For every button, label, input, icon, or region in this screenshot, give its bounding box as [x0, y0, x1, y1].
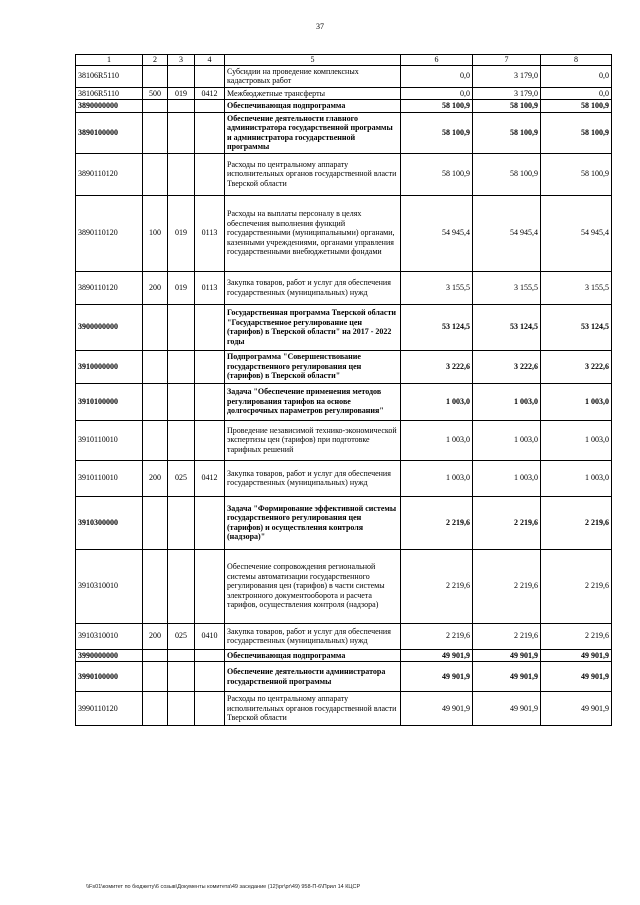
amount-2020-cell: 49 901,9: [401, 662, 473, 692]
expense-type-cell: [143, 662, 168, 692]
table-row: [76, 304, 612, 350]
section-cell: [168, 153, 195, 195]
amount-2022-cell: 54 945,4: [541, 195, 612, 271]
section-cell: [168, 692, 195, 726]
amount-2021-cell: 49 901,9: [473, 662, 541, 692]
section-cell: 019: [168, 87, 195, 100]
section-cell: [168, 100, 195, 113]
amount-2021-cell: 3 222,6: [473, 350, 541, 383]
table-row: [76, 65, 612, 87]
subsection-cell: [195, 649, 225, 662]
table-row: [76, 549, 612, 623]
code-cell: 38106R5110: [76, 87, 143, 100]
expense-type-cell: [143, 692, 168, 726]
budget-table: [75, 54, 612, 726]
description-cell: Расходы на выплаты персоналу в целях обеспечения выполнения функций государственными (муниципальными) органами, казенными учреждениями, органами управления государственными внебюджетными фондами: [225, 195, 401, 271]
amount-2020-cell: 58 100,9: [401, 112, 473, 153]
subsection-cell: [195, 304, 225, 350]
expense-type-cell: [143, 383, 168, 420]
code-cell: 3910110010: [76, 420, 143, 460]
description-cell: Обеспечение деятельности администратора государственной программы: [225, 662, 401, 692]
amount-2020-cell: 2 219,6: [401, 623, 473, 649]
header-cell: 5: [225, 55, 401, 66]
code-cell: 3890110120: [76, 271, 143, 304]
expense-type-cell: [143, 153, 168, 195]
table-row: [76, 271, 612, 304]
description-cell: Закупка товаров, работ и услуг для обеспечения государственных (муниципальных) нужд: [225, 623, 401, 649]
expense-type-cell: 500: [143, 87, 168, 100]
amount-2022-cell: 0,0: [541, 65, 612, 87]
code-cell: 3990100000: [76, 662, 143, 692]
table-row: [76, 496, 612, 549]
description-cell: Проведение независимой технико-экономической экспертизы цен (тарифов) при подготовке тарифных решений: [225, 420, 401, 460]
header-cell: 3: [168, 55, 195, 66]
header-cell: 4: [195, 55, 225, 66]
subsection-cell: [195, 662, 225, 692]
amount-2020-cell: 58 100,9: [401, 100, 473, 113]
description-cell: Межбюджетные трансферты: [225, 87, 401, 100]
header-cell: 7: [473, 55, 541, 66]
amount-2021-cell: 54 945,4: [473, 195, 541, 271]
amount-2021-cell: 2 219,6: [473, 623, 541, 649]
table-row: [76, 692, 612, 726]
expense-type-cell: [143, 549, 168, 623]
table-row: [76, 420, 612, 460]
amount-2020-cell: 2 219,6: [401, 549, 473, 623]
amount-2021-cell: 3 155,5: [473, 271, 541, 304]
amount-2022-cell: 1 003,0: [541, 383, 612, 420]
subsection-cell: 0412: [195, 87, 225, 100]
table-row: [76, 350, 612, 383]
amount-2022-cell: 2 219,6: [541, 549, 612, 623]
subsection-cell: [195, 112, 225, 153]
description-cell: Расходы по центральному аппарату исполнительных органов государственной власти Тверской области: [225, 692, 401, 726]
amount-2022-cell: 0,0: [541, 87, 612, 100]
amount-2021-cell: 58 100,9: [473, 112, 541, 153]
subsection-cell: [195, 549, 225, 623]
amount-2022-cell: 58 100,9: [541, 112, 612, 153]
amount-2021-cell: 1 003,0: [473, 420, 541, 460]
amount-2020-cell: 1 003,0: [401, 420, 473, 460]
subsection-cell: 0410: [195, 623, 225, 649]
amount-2021-cell: 58 100,9: [473, 100, 541, 113]
code-cell: 3910310010: [76, 623, 143, 649]
description-cell: Обеспечение сопровождения региональной системы автоматизации государственного регулирования цен (тарифов) в части системы электронного документооборота и расчета тарифов, осуществления контроля (надзора): [225, 549, 401, 623]
page-number: 37: [316, 22, 324, 31]
amount-2021-cell: 49 901,9: [473, 692, 541, 726]
code-cell: 3890100000: [76, 112, 143, 153]
subsection-cell: [195, 692, 225, 726]
amount-2020-cell: 49 901,9: [401, 692, 473, 726]
expense-type-cell: [143, 100, 168, 113]
table-row: [76, 112, 612, 153]
expense-type-cell: [143, 496, 168, 549]
amount-2020-cell: 0,0: [401, 87, 473, 100]
subsection-cell: [195, 350, 225, 383]
table-row: [76, 460, 612, 496]
amount-2020-cell: 1 003,0: [401, 460, 473, 496]
section-cell: [168, 662, 195, 692]
amount-2020-cell: 0,0: [401, 65, 473, 87]
description-cell: Закупка товаров, работ и услуг для обеспечения государственных (муниципальных) нужд: [225, 460, 401, 496]
description-cell: Обеспечивающая подпрограмма: [225, 649, 401, 662]
expense-type-cell: [143, 649, 168, 662]
table-row: [76, 87, 612, 100]
expense-type-cell: [143, 65, 168, 87]
amount-2022-cell: 1 003,0: [541, 460, 612, 496]
file-path-footer: \\Fs01\комитет по бюджету\6 созыв\Документы комитета\49 заседание (12)\pr\pr\49) 958-П-6\Прил 14 КЦСР: [86, 884, 361, 890]
code-cell: 3910100000: [76, 383, 143, 420]
header-cell: 6: [401, 55, 473, 66]
section-cell: 019: [168, 195, 195, 271]
expense-type-cell: [143, 420, 168, 460]
header-cell: 1: [76, 55, 143, 66]
amount-2022-cell: 2 219,6: [541, 496, 612, 549]
table-row: [76, 383, 612, 420]
expense-type-cell: [143, 304, 168, 350]
amount-2022-cell: 58 100,9: [541, 100, 612, 113]
description-cell: Государственная программа Тверской области "Государственное регулирование цен (тарифов) в Тверской области" на 2017 - 2022 годы: [225, 304, 401, 350]
description-cell: Закупка товаров, работ и услуг для обеспечения государственных (муниципальных) нужд: [225, 271, 401, 304]
expense-type-cell: [143, 350, 168, 383]
subsection-cell: [195, 496, 225, 549]
section-cell: 025: [168, 623, 195, 649]
table-row: [76, 623, 612, 649]
description-cell: Задача "Обеспечение применения методов регулирования тарифов на основе долгосрочных параметров регулирования": [225, 383, 401, 420]
amount-2021-cell: 49 901,9: [473, 649, 541, 662]
amount-2022-cell: 3 155,5: [541, 271, 612, 304]
amount-2020-cell: 3 155,5: [401, 271, 473, 304]
amount-2020-cell: 1 003,0: [401, 383, 473, 420]
table-row: [76, 195, 612, 271]
amount-2021-cell: 3 179,0: [473, 65, 541, 87]
amount-2020-cell: 2 219,6: [401, 496, 473, 549]
code-cell: 3890110120: [76, 153, 143, 195]
amount-2021-cell: 3 179,0: [473, 87, 541, 100]
amount-2022-cell: 1 003,0: [541, 420, 612, 460]
expense-type-cell: 200: [143, 271, 168, 304]
code-cell: 3990000000: [76, 649, 143, 662]
code-cell: 3900000000: [76, 304, 143, 350]
amount-2021-cell: 58 100,9: [473, 153, 541, 195]
section-cell: [168, 65, 195, 87]
subsection-cell: [195, 100, 225, 113]
description-cell: Субсидии на проведение комплексных кадастровых работ: [225, 65, 401, 87]
description-cell: Обеспечение деятельности главного администратора государственной программы и администратора государственной программы: [225, 112, 401, 153]
amount-2022-cell: 49 901,9: [541, 662, 612, 692]
subsection-cell: 0412: [195, 460, 225, 496]
section-cell: [168, 112, 195, 153]
subsection-cell: 0113: [195, 195, 225, 271]
amount-2020-cell: 53 124,5: [401, 304, 473, 350]
amount-2020-cell: 54 945,4: [401, 195, 473, 271]
section-cell: 025: [168, 460, 195, 496]
subsection-cell: [195, 65, 225, 87]
header-cell: 2: [143, 55, 168, 66]
amount-2021-cell: 1 003,0: [473, 383, 541, 420]
table-row: [76, 153, 612, 195]
header-cell: 8: [541, 55, 612, 66]
amount-2020-cell: 3 222,6: [401, 350, 473, 383]
section-cell: 019: [168, 271, 195, 304]
table-row: [76, 649, 612, 662]
subsection-cell: [195, 420, 225, 460]
amount-2021-cell: 2 219,6: [473, 549, 541, 623]
amount-2021-cell: 2 219,6: [473, 496, 541, 549]
amount-2022-cell: 2 219,6: [541, 623, 612, 649]
code-cell: 3910110010: [76, 460, 143, 496]
code-cell: 3910300000: [76, 496, 143, 549]
subsection-cell: [195, 153, 225, 195]
subsection-cell: [195, 383, 225, 420]
code-cell: 3890000000: [76, 100, 143, 113]
expense-type-cell: 100: [143, 195, 168, 271]
section-cell: [168, 420, 195, 460]
description-cell: Задача "Формирование эффективной системы государственного регулирования цен (тарифов) и осуществления контроля (надзора)": [225, 496, 401, 549]
amount-2022-cell: 53 124,5: [541, 304, 612, 350]
table-row: [76, 100, 612, 113]
amount-2022-cell: 3 222,6: [541, 350, 612, 383]
code-cell: 3990110120: [76, 692, 143, 726]
expense-type-cell: 200: [143, 460, 168, 496]
code-cell: 3910310010: [76, 549, 143, 623]
amount-2021-cell: 1 003,0: [473, 460, 541, 496]
amount-2022-cell: 58 100,9: [541, 153, 612, 195]
description-cell: Обеспечивающая подпрограмма: [225, 100, 401, 113]
section-cell: [168, 649, 195, 662]
section-cell: [168, 350, 195, 383]
code-cell: 38106R5110: [76, 65, 143, 87]
table-row: [76, 662, 612, 692]
section-cell: [168, 496, 195, 549]
description-cell: Расходы по центральному аппарату исполнительных органов государственной власти Тверской области: [225, 153, 401, 195]
description-cell: Подпрограмма "Совершенствование государственного регулирования цен (тарифов) в Тверской области": [225, 350, 401, 383]
section-cell: [168, 383, 195, 420]
amount-2022-cell: 49 901,9: [541, 649, 612, 662]
amount-2020-cell: 58 100,9: [401, 153, 473, 195]
section-cell: [168, 549, 195, 623]
expense-type-cell: 200: [143, 623, 168, 649]
code-cell: 3910000000: [76, 350, 143, 383]
amount-2021-cell: 53 124,5: [473, 304, 541, 350]
expense-type-cell: [143, 112, 168, 153]
code-cell: 3890110120: [76, 195, 143, 271]
subsection-cell: 0113: [195, 271, 225, 304]
amount-2020-cell: 49 901,9: [401, 649, 473, 662]
amount-2022-cell: 49 901,9: [541, 692, 612, 726]
section-cell: [168, 304, 195, 350]
table-header-row: [76, 55, 612, 66]
